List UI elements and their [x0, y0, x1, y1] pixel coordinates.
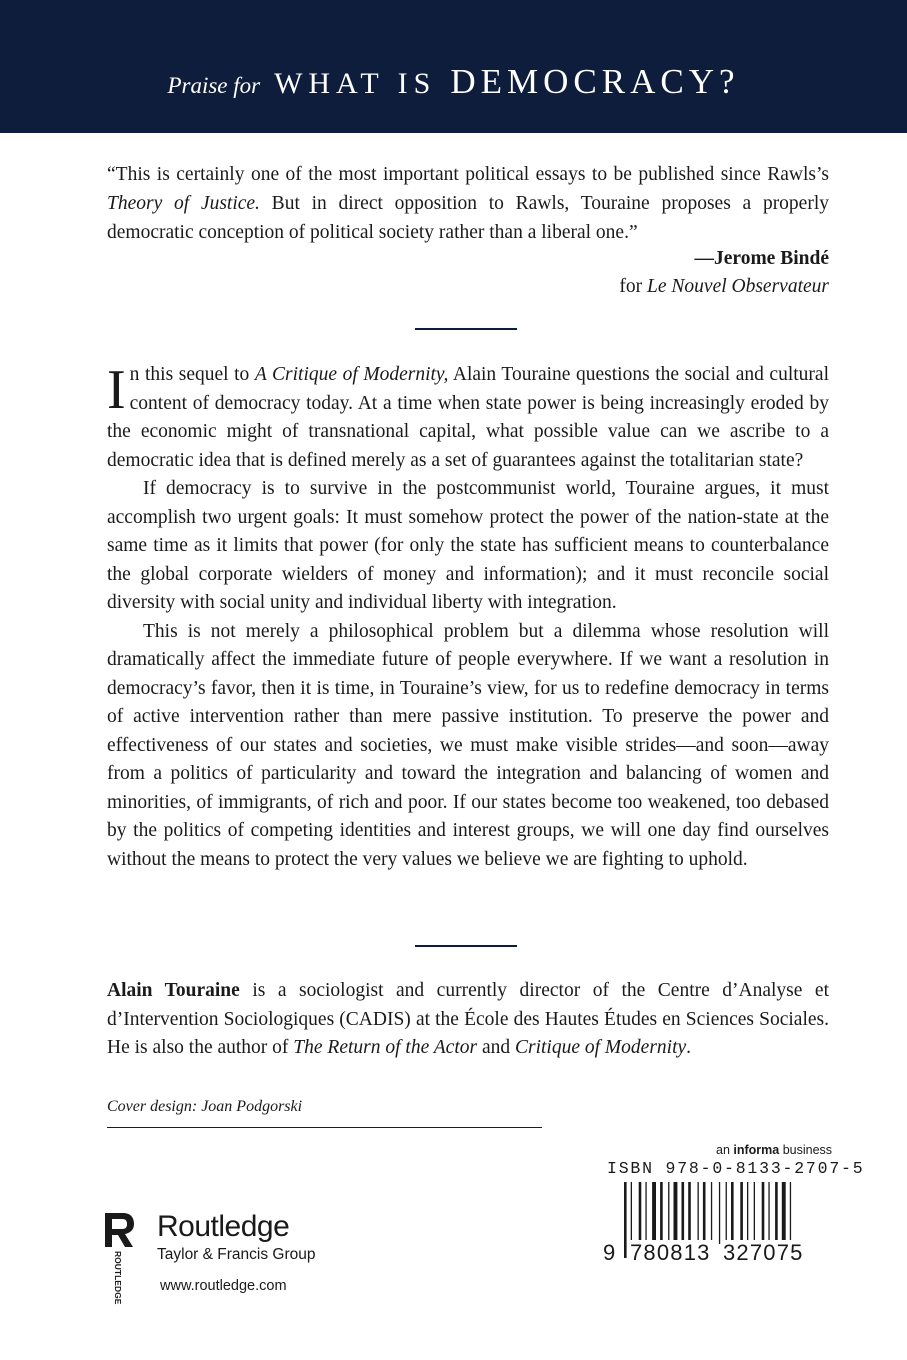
description-paragraph-3: This is not merely a philosophical problem but a dilemma whose resolution will dramatically affect the immediate future of people everywhere. If we want a resolution in democracy’s favor, then it is time, in Touraine’s view, for us to redefine democracy in terms of active intervention rather than mere passive institution. To preserve the power and effectiveness of our states and societies, we must make visible strides—and soon—away from a politics of particularity and toward the integration and balancing of women and minorities, of immigrants, of rich and poor. If our states become too weakened, too debased by the politics of competing identities and interest groups, we will one day find ourselves without the means to protect the very values we believe we are fighting to uphold. [107, 620, 829, 870]
informa-word: informa [733, 1143, 780, 1157]
title-part-2: DEMOCRACY? [450, 62, 740, 101]
barcode-bar [731, 1182, 734, 1244]
barcode-bar [782, 1182, 786, 1244]
drop-cap: I [107, 359, 126, 421]
title-part-1: WHAT IS [274, 67, 437, 100]
section-divider-2 [415, 945, 517, 947]
informa-tagline [716, 1143, 832, 1157]
publisher-group: Taylor & Francis Group [157, 1246, 316, 1263]
section-divider-1 [415, 328, 517, 330]
informa-prefix: an [716, 1143, 734, 1157]
barcode-group-2: 327075 [723, 1240, 804, 1265]
quote-attribution-publication [619, 276, 829, 298]
author-book-1: The Return of the Actor [293, 1037, 478, 1058]
description-paragraph-1 [107, 361, 829, 475]
description [107, 361, 829, 874]
barcode-bar [775, 1182, 778, 1244]
barcode-lead-digit: 9 [603, 1240, 617, 1265]
publisher-name: Routledge [157, 1210, 290, 1243]
barcode-bar [645, 1182, 646, 1244]
barcode-bar [682, 1182, 685, 1244]
quote-cited-title: Theory of Justice. [107, 193, 260, 214]
praise-quote [107, 160, 829, 247]
p1-cited-title: A Critique of Modernity, [254, 364, 449, 385]
barcode-bar [726, 1182, 727, 1244]
barcode-bar [762, 1182, 765, 1244]
informa-suffix: business [779, 1143, 833, 1157]
cover-credit-rule [107, 1127, 542, 1128]
barcode-bar [624, 1182, 627, 1258]
attribution-publication-title: Le Nouvel Observateur [647, 276, 829, 297]
title-banner [0, 0, 907, 133]
praise-label: Praise for [167, 73, 261, 98]
author-bio-end: . [686, 1037, 692, 1058]
barcode-bar [639, 1182, 642, 1244]
barcode-bar [674, 1182, 678, 1244]
p1-text-a: n this sequel to [129, 364, 255, 385]
quote-text-rest: But in direct opposition to Rawls, Touraine proposes a properly democratic conception of political society rather than a liberal one.” [107, 193, 829, 243]
barcode-bar [660, 1182, 663, 1244]
barcode-bar [747, 1182, 748, 1244]
barcode-group-1: 780813 [630, 1240, 711, 1265]
attribution-for: for [619, 276, 648, 297]
author-bio [107, 977, 829, 1063]
routledge-logo-icon [103, 1213, 143, 1305]
author-bio-and: and [477, 1037, 515, 1058]
barcode-bar [768, 1182, 769, 1244]
author-book-2: Critique of Modernity [515, 1037, 687, 1058]
publisher-url: www.routledge.com [160, 1278, 287, 1294]
barcode-bar [703, 1182, 706, 1244]
p1-text-b: Alain Touraine questions the social and cultural content of democracy today. At a time when state power is being increasingly eroded by the economic might of transnational capital, what possible value can we ascribe to a democratic idea that is defined merely as a set of guarantees against the totalitarian state? [107, 364, 829, 471]
barcode-bar [740, 1182, 743, 1244]
banner-title [0, 62, 907, 102]
publisher-brand [157, 1210, 316, 1264]
author-bio-text: is a sociologist and currently director of the Centre d’Analyse et d’Intervention Sociologiques (CADIS) at the École des Hautes Études en Sciences Sociales. He is also the author of [107, 980, 829, 1058]
description-paragraph-2: If democracy is to survive in the postcommunist world, Touraine argues, it must accomplish two urgent goals: It must somehow protect the power of the nation-state at the same time as it limits that power (for only the state has sufficient means to counterbalance the global corporate wielders of money and information); and it must reconcile social diversity with social unity and individual liberty with integration. [107, 478, 829, 613]
quote-text-lead: “This is certainly one of the most important political essays to be published since Rawls’s [107, 164, 829, 185]
author-name: Alain Touraine [107, 980, 240, 1001]
barcode-bar [754, 1182, 755, 1244]
isbn-label: ISBN 978-0-8133-2707-5 [607, 1159, 865, 1178]
barcode-bar [688, 1182, 691, 1244]
barcode-bar [652, 1182, 656, 1244]
barcode-bar [719, 1182, 720, 1244]
barcode-bar [698, 1182, 699, 1244]
cover-credit: Cover design: Joan Podgorski [107, 1098, 303, 1115]
routledge-vertical-mark: ROUTLEDGE [113, 1251, 123, 1305]
barcode-bar [668, 1182, 669, 1244]
quote-attribution-name: —Jerome Bindé [694, 248, 829, 269]
